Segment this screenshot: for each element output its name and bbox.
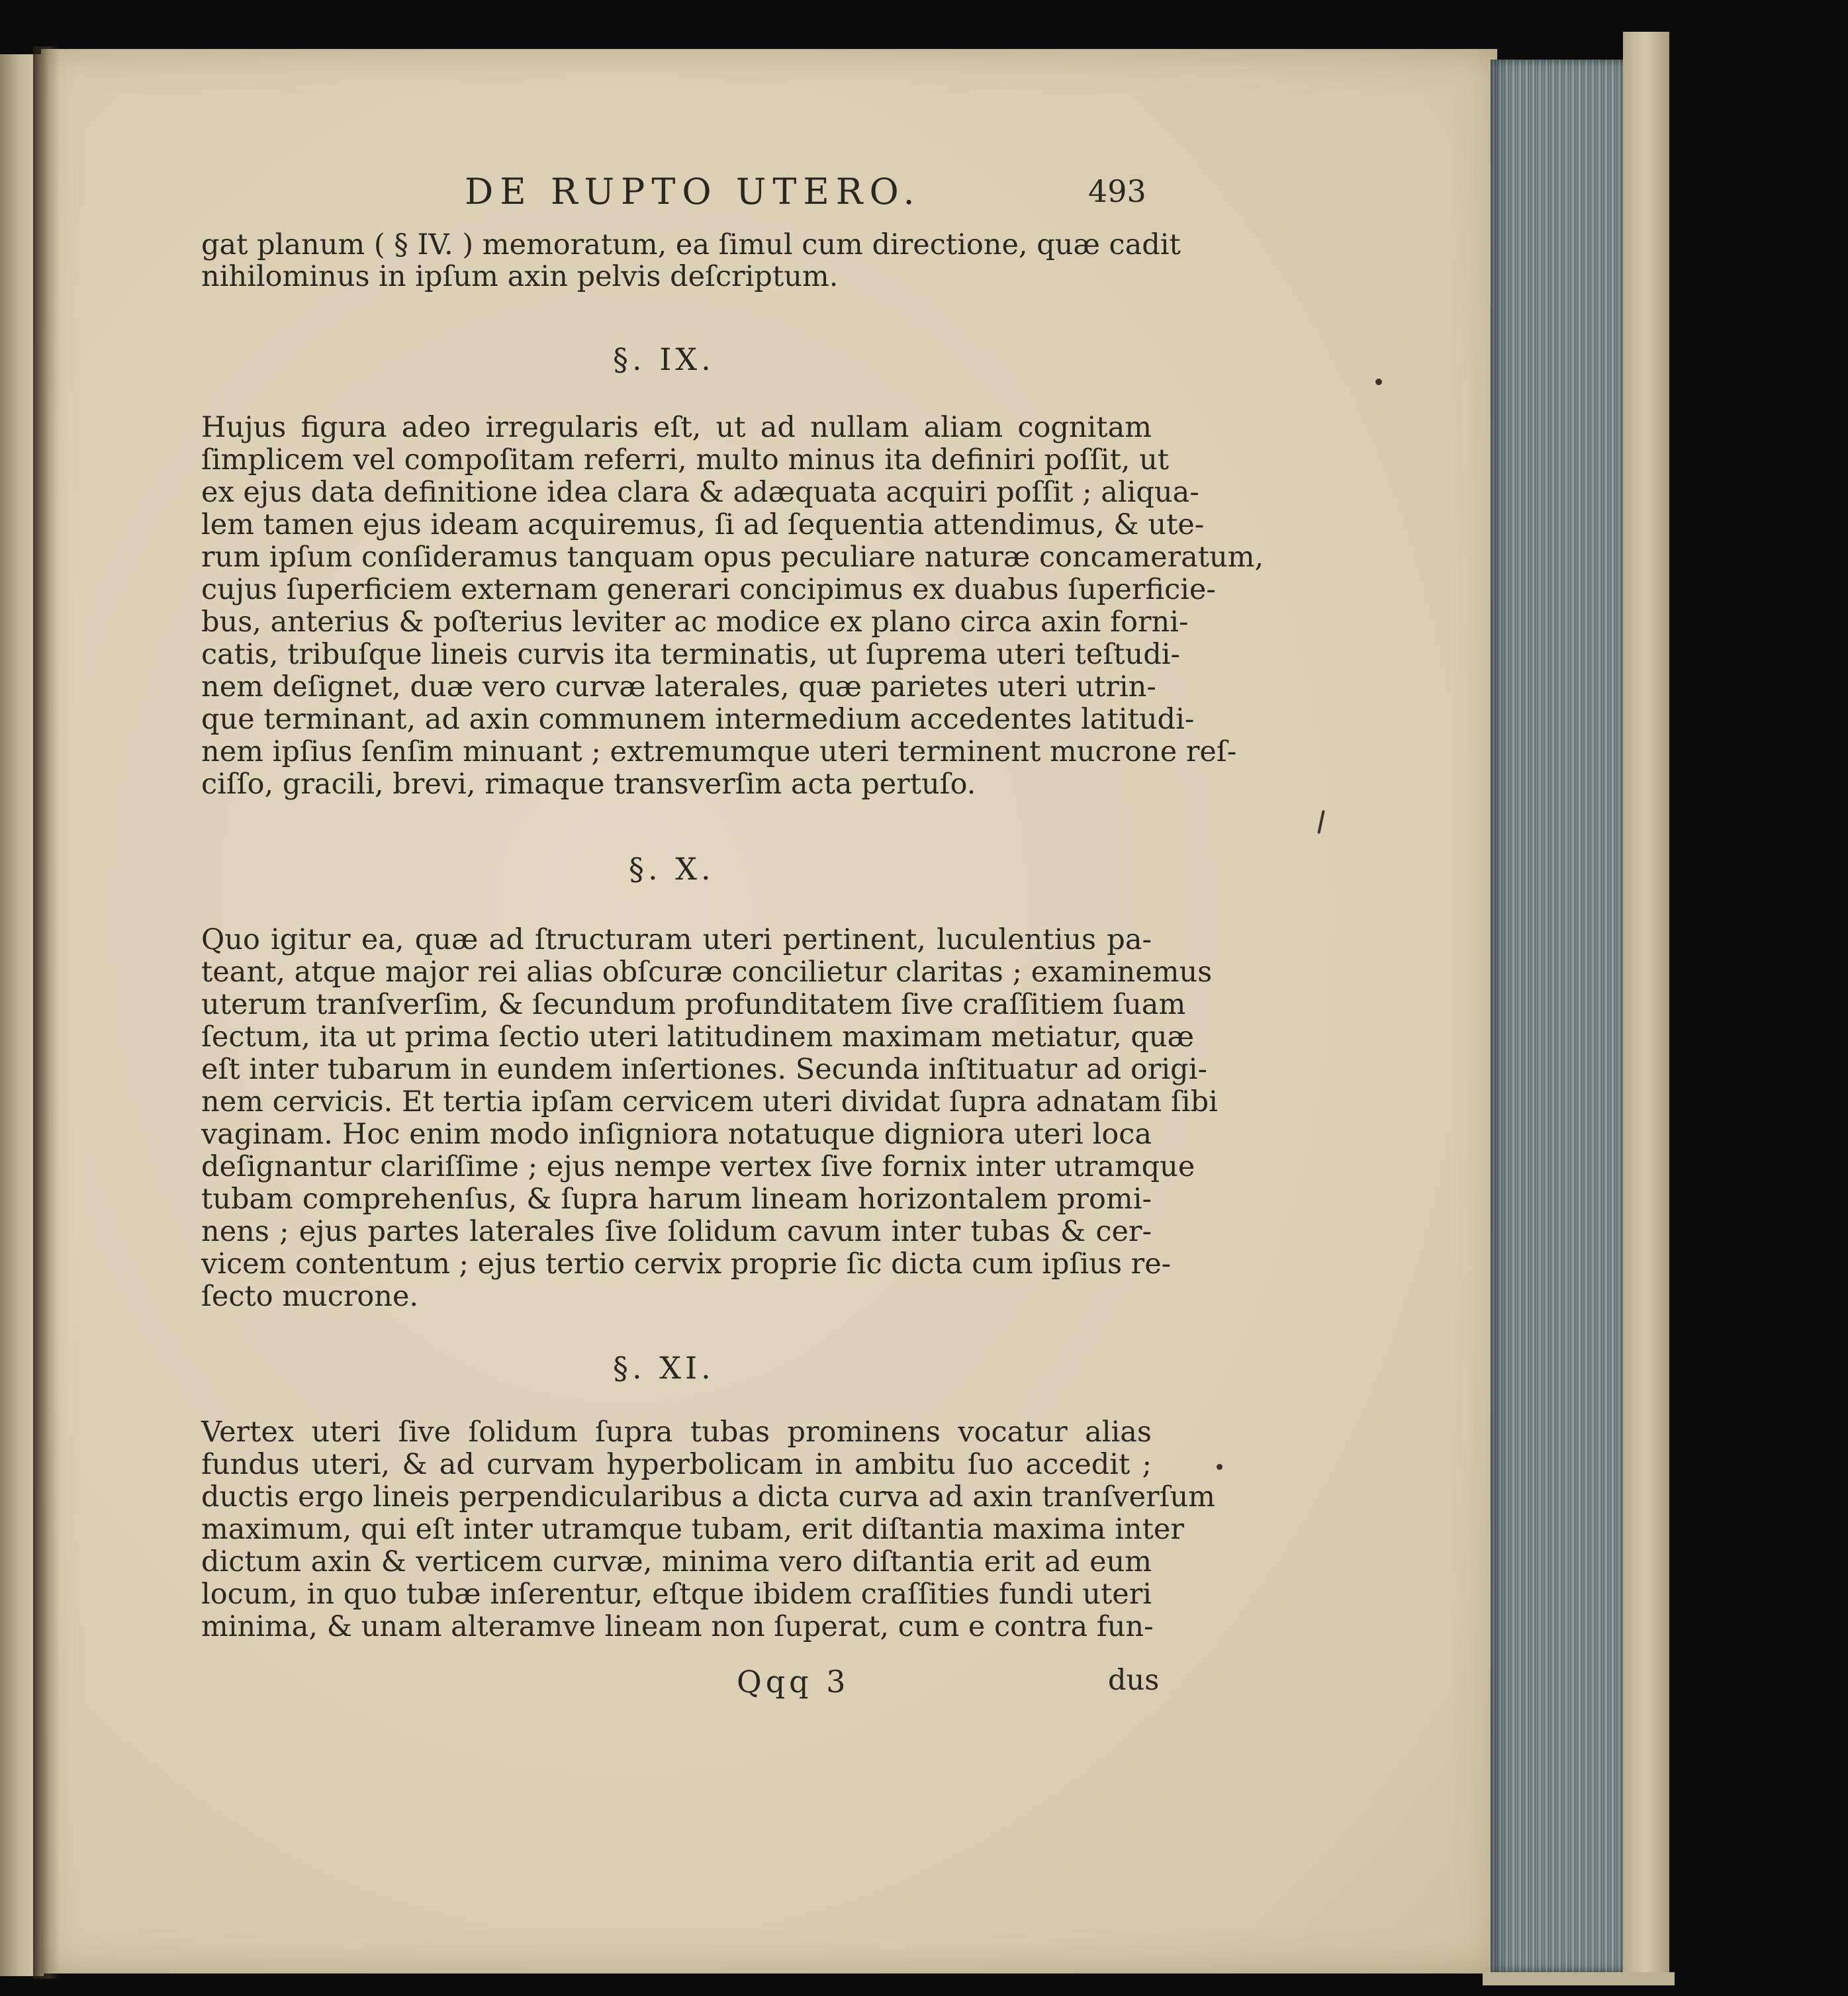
text-line: nem ipſius ſenſim minuant ; extremumque uteri terminent mucrone reſ- [201,735,1237,768]
text-line: eſt inter tubarum in eundem inſertiones. Secunda inſtituatur ad origi- [201,1053,1207,1086]
text-line: nem cervicis. Et tertia ipſam cervicem uteri dividat ſupra adnatam ſibi [201,1085,1218,1118]
text-line: minima, & unam alteramve lineam non ſuperat, cum e contra fun- [201,1610,1154,1643]
text-line: bus, anterius & poſterius leviter ac modice ex plano circa axin forni- [201,606,1189,639]
text-line: ſectum, ita ut prima ſectio uteri latitudinem maximam metiatur, quæ [201,1021,1195,1054]
text-line: vaginam. Hoc enim modo inſigniora notatuque digniora uteri loca [201,1118,1152,1151]
text-line: gat planum ( § IV. ) memoratum, ea ſimul cum directione, quæ cadit [201,228,1181,261]
gutter-shadow [33,46,60,1979]
text-line: ſimplicem vel compoſitam referri, multo minus ita definiri poſſit, ut [201,443,1170,476]
text-line: Hujus figura adeo irregularis eſt, ut ad nullam aliam cognitam [201,411,1152,444]
text-line: tubam comprehenſus, & ſupra harum lineam horizontalem promi- [201,1183,1152,1216]
text-line: maximum, qui eſt inter utramque tubam, erit diſtantia maxima inter [201,1513,1184,1546]
text-line: dictum axin & verticem curvæ, minima vero diſtantia erit ad eum [201,1545,1152,1578]
page-number: 493 [1088,173,1146,209]
catchword: dus [1108,1664,1160,1697]
binding-board-edge [1623,32,1669,1976]
text-line: ſecto mucrone. [201,1280,419,1313]
section-heading: §. IX. [613,341,715,377]
text-line: vicem contentum ; ejus tertio cervix proprie ſic dicta cum ipſius re- [201,1248,1172,1281]
binding-board-bottom [1483,1972,1675,1985]
text-line: teant, atque major rei alias obſcuræ concilietur claritas ; examinemus [201,956,1213,989]
text-line: que terminant, ad axin communem intermedium accedentes latitudi- [201,703,1195,736]
text-line: lem tamen ejus ideam acquiremus, ſi ad ſequentia attendimus, & ute- [201,508,1205,541]
text-line: nihilominus in ipſum axin pelvis deſcriptum. [201,260,839,293]
section-heading: §. X. [629,851,715,887]
text-line: locum, in quo tubæ inſerentur, eſtque ibidem craſſities fundi uteri [201,1578,1152,1611]
paper-speck [1375,379,1382,385]
text-line: cujus ſuperficiem externam generari concipimus ex duabus ſuperficie- [201,573,1216,606]
text-line: Vertex uteri ſive ſolidum ſupra tubas prominens vocatur alias [201,1416,1152,1449]
text-line: rum ipſum conſideramus tanquam opus peculiare naturæ concameratum, [201,541,1264,574]
text-line: Quo igitur ea, quæ ad ſtructuram uteri pertinent, luculentius pa- [201,923,1152,956]
signature-mark: Qqq 3 [737,1664,850,1700]
text-line: nens ; ejus partes laterales ſive ſolidum cavum inter tubas & cer- [201,1215,1152,1248]
text-line: uterum tranſverſim, & ſecundum profunditatem ſive craſſitiem ſuam [201,988,1186,1021]
text-line: ciſſo, gracili, brevi, rimaque transverſim acta pertuſo. [201,768,976,801]
text-line: fundus uteri, & ad curvam hyperbolicam in ambitu ſuo accedit ; [201,1448,1152,1481]
text-line: deſignantur clariſſime ; ejus nempe vertex ſive fornix inter utramque [201,1150,1195,1183]
text-line: nem deſignet, duæ vero curvæ laterales, quæ parietes uteri utrin- [201,670,1156,703]
text-line: ductis ergo lineis perpendicularibus a dicta curva ad axin tranſverſum [201,1480,1215,1514]
running-head: DE RUPTO UTERO. [465,171,921,212]
text-line: catis, tribuſque lineis curvis ita terminatis, ut ſuprema uteri teſtudi- [201,638,1181,671]
section-heading: §. XI. [613,1350,715,1386]
paper-speck [1217,1464,1223,1470]
text-line: ex ejus data definitione idea clara & adæquata acquiri poſſit ; aliqua- [201,476,1199,509]
page-block-edges [1491,60,1627,1972]
